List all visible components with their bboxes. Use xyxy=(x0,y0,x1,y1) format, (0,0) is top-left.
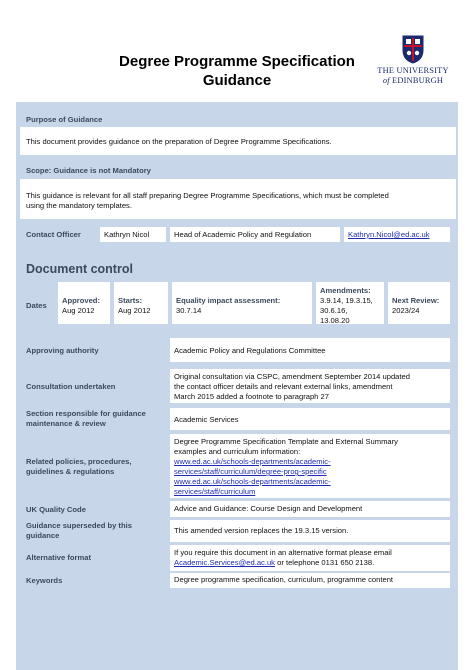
consultation-line-3: March 2015 added a footnote to paragraph 27 xyxy=(174,392,329,401)
approved-label: Approved: xyxy=(62,296,100,305)
related-policies-label-line-2: guidelines & regulations xyxy=(26,467,115,476)
scope-heading: Scope: Guidance is not Mandatory xyxy=(26,166,151,175)
superseded-label-line-2: guidance xyxy=(26,531,60,540)
approved-value: Aug 2012 xyxy=(62,306,95,315)
academic-services-email-link[interactable]: Academic.Services@ed.ac.uk xyxy=(174,558,275,567)
amendments-line-2: 30.6.16, xyxy=(320,306,348,315)
purpose-heading: Purpose of Guidance xyxy=(26,115,103,124)
contact-name: Kathryn Nicol xyxy=(104,230,150,239)
approving-authority-label: Approving authority xyxy=(26,346,99,355)
section-responsible-value: Academic Services xyxy=(174,415,239,424)
uk-quality-code-value: Advice and Guidance: Course Design and Development xyxy=(174,504,363,513)
next-review-value: 2023/24 xyxy=(392,306,420,315)
equality-label: Equality impact assessment: xyxy=(176,296,281,305)
consultation-label: Consultation undertaken xyxy=(26,382,116,391)
equality-value: 30.7.14 xyxy=(176,306,202,315)
starts-value: Aug 2012 xyxy=(118,306,151,315)
alternative-format-label: Alternative format xyxy=(26,553,91,562)
related-link-1-line-2[interactable]: services/staff/curriculum/degree-prog-specific xyxy=(174,467,327,476)
approving-authority-value: Academic Policy and Regulations Committee xyxy=(174,346,326,355)
dates-label: Dates xyxy=(26,301,47,310)
related-policies-label-line-1: Related policies, procedures, xyxy=(26,457,132,466)
contact-officer-label: Contact Officer xyxy=(26,230,81,239)
section-responsible-label-line-2: maintenance & review xyxy=(26,419,106,428)
title-line-2: Guidance xyxy=(202,72,272,89)
uk-quality-code-label: UK Quality Code xyxy=(26,505,86,514)
starts-label: Starts: xyxy=(118,296,143,305)
alternative-format-line-2 xyxy=(174,558,374,568)
superseded-value: This amended version replaces the 19.3.15 version. xyxy=(174,526,349,535)
next-review-label: Next Review: xyxy=(392,296,440,305)
amendments-line-3: 13.08.20 xyxy=(320,316,350,325)
university-crest-icon xyxy=(401,34,425,64)
related-line-1: Degree Programme Specification Template and External Summary xyxy=(174,437,398,446)
university-name-line-1: THE UNIVERSITY xyxy=(377,66,449,75)
alternative-format-line-1: If you require this document in an alternative format please email xyxy=(174,548,392,557)
university-name-line-2 xyxy=(370,76,456,86)
consultation-line-2: the contact officer details and relevant external links, amendment xyxy=(174,382,393,391)
amendments-line-1: 3.9.14, 19.3.15, xyxy=(320,296,373,305)
related-link-2-line-2[interactable]: services/staff/curriculum xyxy=(174,487,256,496)
related-line-2: examples and curriculum information: xyxy=(174,447,301,456)
title-line-1: Degree Programme Specification xyxy=(119,53,355,70)
university-name-of: of xyxy=(382,76,390,85)
scope-text-line-1: This guidance is relevant for all staff preparing Degree Programme Specifications, which must be completed xyxy=(26,191,389,200)
alternative-format-phone: or telephone 0131 650 2138. xyxy=(274,558,375,567)
contact-email-link[interactable]: Kathryn.Nicol@ed.ac.uk xyxy=(348,230,430,239)
contact-role: Head of Academic Policy and Regulation xyxy=(174,230,312,239)
university-logo xyxy=(370,34,456,86)
keywords-label: Keywords xyxy=(26,576,63,585)
amendments-label: Amendments: xyxy=(320,286,371,295)
document-control-heading: Document control xyxy=(26,262,133,276)
related-link-1-line-1[interactable]: www.ed.ac.uk/schools-departments/academic- xyxy=(174,457,331,466)
university-name-edinburgh: EDINBURGH xyxy=(392,76,444,85)
consultation-line-1: Original consultation via CSPC, amendment September 2014 updated xyxy=(174,372,410,381)
scope-text-line-2: using the mandatory templates. xyxy=(26,201,132,210)
keywords-value: Degree programme specification, curriculum, programme content xyxy=(174,575,394,584)
superseded-label-line-1: Guidance superseded by this xyxy=(26,521,132,530)
section-responsible-label-line-1: Section responsible for guidance xyxy=(26,409,146,418)
related-link-2-line-1[interactable]: www.ed.ac.uk/schools-departments/academic- xyxy=(174,477,331,486)
purpose-text: This document provides guidance on the preparation of Degree Programme Specifications. xyxy=(26,137,332,146)
